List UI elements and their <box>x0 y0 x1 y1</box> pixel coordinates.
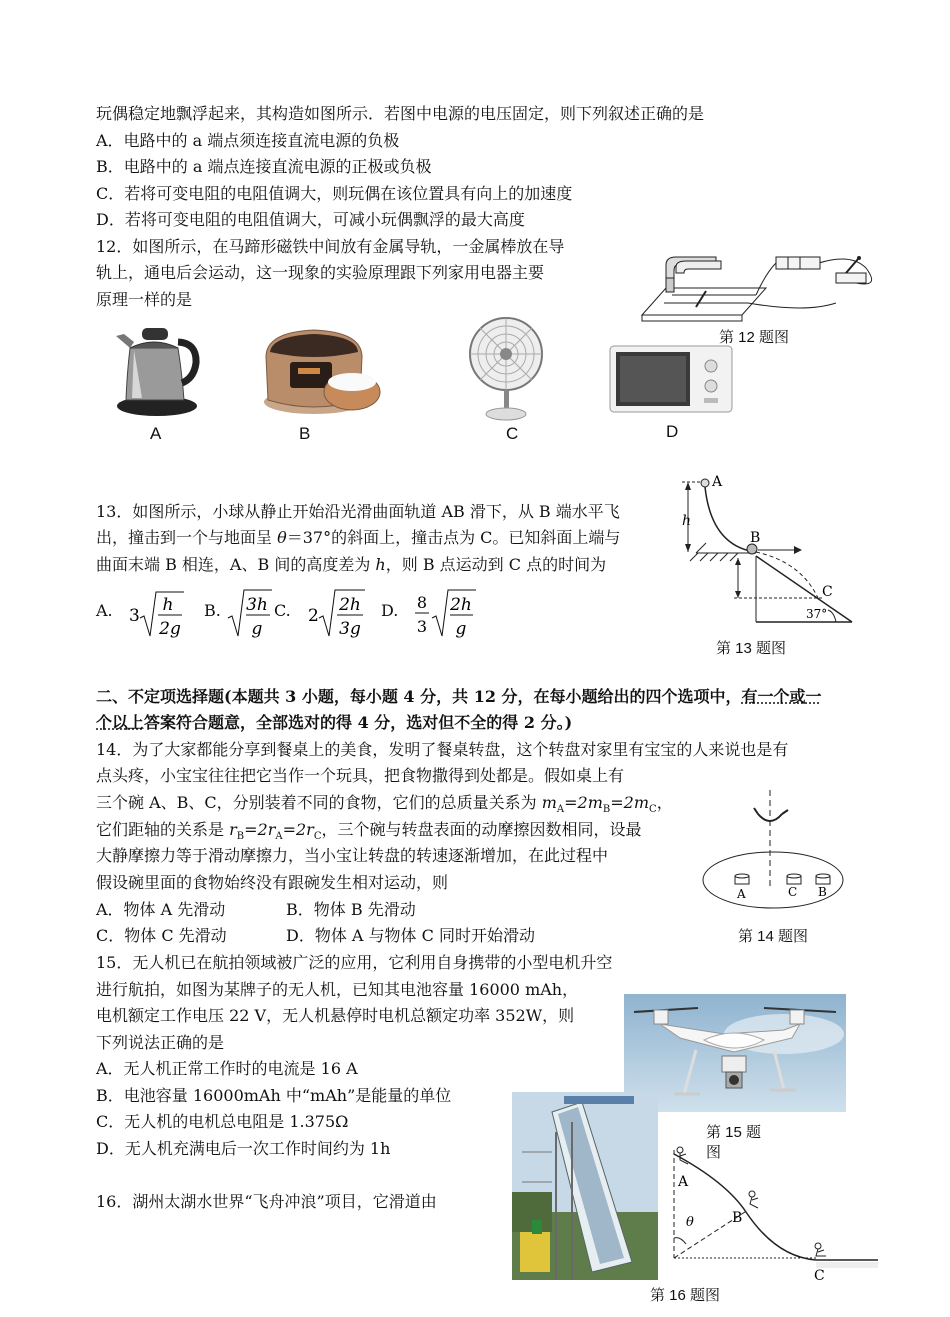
q14-option-a: A．物体 A 先滑动 <box>96 900 226 919</box>
r-symbol: r <box>229 820 237 839</box>
label-c: C <box>814 1268 825 1284</box>
label-a: A <box>737 887 746 901</box>
kettle-image <box>112 318 202 418</box>
q13-line3-part: ，则 B 点运动到 C 点的时间为 <box>385 555 607 574</box>
q15-stem-line1: 15．无人机已在航拍领域被广泛的应用，它利用自身携带的小型电机升空 <box>96 953 613 972</box>
q14-stem-line6: 假设碗里面的食物始终没有跟碗发生相对运动，则 <box>96 873 449 892</box>
q13-stem-line3 <box>96 555 606 575</box>
appliance-label-d: D <box>666 422 679 441</box>
q13-option-a-formula <box>126 588 188 640</box>
section2-text: 二、不定项选择题(本题共 3 小题，每小题 4 分，共 12 分，在每小题给出的四个选项中， <box>96 687 742 706</box>
q14-text: ， <box>656 793 673 812</box>
den: 2g <box>159 619 181 639</box>
microwave-image <box>608 344 734 414</box>
water-slide-photo <box>512 1092 658 1280</box>
q13-incline-figure <box>676 472 856 632</box>
q14-caption: 第 14 题图 <box>738 928 809 945</box>
frac-num: 8 <box>416 593 428 612</box>
section2-line2 <box>96 713 572 733</box>
q14-stem-line1: 14．为了大家都能分享到餐桌上的美食，发明了餐桌转盘，这个转盘对家里有宝宝的人来说也是有 <box>96 740 789 759</box>
q14-turntable-figure <box>698 782 848 912</box>
q12-circuit-figure <box>636 243 886 323</box>
rice-cooker-image <box>262 322 382 417</box>
q12-caption: 第 12 题图 <box>719 329 790 346</box>
q14-text: ，三个碗与转盘表面的动摩擦因数相同，设最 <box>321 820 642 839</box>
q14-option-b: B．物体 B 先滑动 <box>286 900 416 919</box>
h-symbol: h <box>375 555 386 574</box>
q16-stem-line1: 16．湖州太湖水世界“飞舟冲浪”项目，它滑道由 <box>96 1192 437 1211</box>
q14-stem-line2: 点头疼，小宝宝往往把它当作一个玩具，把食物撒得到处都是。假如桌上有 <box>96 766 625 785</box>
den: g <box>251 619 263 639</box>
label-b: B <box>750 530 761 546</box>
q13-option-b-label: B. <box>204 601 221 620</box>
q15-option-a: A．无人机正常工作时的电流是 16 A <box>96 1059 358 1078</box>
theta-symbol: θ <box>277 528 287 547</box>
electric-fan-image <box>466 314 548 422</box>
q13-line2-part: ＝37°的斜面上，撞击点为 C。已知斜面上端与 <box>286 528 621 547</box>
q13-option-d-formula <box>410 586 478 640</box>
q13-stem-line1: 13．如图所示，小球从静止开始沿光滑曲面轨道 AB 滑下，从 B 端水平飞 <box>96 502 620 521</box>
q14-eq: =2m <box>610 793 650 812</box>
q16-slide-diagram <box>666 1142 880 1284</box>
q15-option-b: B．电池容量 16000mAh 中“mAh”是能量的单位 <box>96 1086 452 1105</box>
q14-stem-line5: 大静摩擦力等于滑动摩擦力，当小宝让转盘的转速逐渐增加，在此过程中 <box>96 846 609 865</box>
label-a: A <box>678 1174 689 1190</box>
label-b: B <box>732 1210 743 1226</box>
q15-stem-line4: 下列说法正确的是 <box>96 1033 225 1052</box>
label-b: B <box>818 885 827 899</box>
q14-eq: =2r <box>282 820 314 839</box>
angle-label: 37° <box>806 607 828 621</box>
q12-stem-line1: 12．如图所示，在马蹄形磁铁中间放有金属导轨，一金属棒放在导 <box>96 237 565 256</box>
num: h <box>162 595 174 615</box>
subscript: A <box>556 804 565 816</box>
q14-stem-line3 <box>96 793 673 820</box>
q13-option-b-formula <box>226 586 274 640</box>
subscript: B <box>602 804 611 816</box>
q11-option-c: C．若将可变电阻的电阻值调大，则玩偶在该位置具有向上的加速度 <box>96 184 573 203</box>
coef: 2 <box>308 606 319 626</box>
q15-caption-line2: 图 <box>706 1144 722 1161</box>
subscript: B <box>236 831 245 843</box>
q13-option-c-formula <box>305 586 367 640</box>
den: g <box>455 619 467 639</box>
q15-option-d: D．无人机充满电后一次工作时间约为 1h <box>96 1139 391 1158</box>
h-label: h <box>682 513 692 529</box>
label-c: C <box>788 885 798 899</box>
frac-den: 3 <box>416 617 428 636</box>
q11-option-a: A．电路中的 a 端点须连接直流电源的负极 <box>96 131 400 150</box>
q13-line2-part: 出，撞击到一个与地面呈 <box>96 528 278 547</box>
q13-option-c-label: C. <box>274 601 291 620</box>
section2-emphasis: 有一个或一 <box>741 687 822 706</box>
q13-stem-line2 <box>96 528 620 548</box>
q12-stem-line3: 原理一样的是 <box>96 290 193 309</box>
q16-caption: 第 16 题图 <box>650 1287 721 1304</box>
theta-label: θ <box>686 1215 694 1230</box>
label-c: C <box>822 584 833 600</box>
appliance-label-a: A <box>150 424 162 443</box>
q14-stem-line4 <box>96 820 641 847</box>
q11-option-b: B．电路中的 a 端点连接直流电源的正极或负极 <box>96 157 432 176</box>
num: 2h <box>339 595 361 615</box>
coef: 3 <box>129 606 140 626</box>
appliance-label-b: B <box>299 424 311 443</box>
subscript: C <box>649 804 657 816</box>
q14-eq: =2r <box>244 820 276 839</box>
q13-option-d-label: D. <box>381 601 399 620</box>
section2-emphasis: 个以上 <box>96 713 145 732</box>
q13-caption: 第 13 题图 <box>716 640 787 657</box>
den: 3g <box>339 619 361 639</box>
label-a: A <box>712 474 723 490</box>
q13-line3-part: 曲面末端 B 相连，A、B 间的高度差为 <box>96 555 376 574</box>
q11-stem-tail: 玩偶稳定地飘浮起来，其构造如图所示．若图中电源的电压固定，则下列叙述正确的是 <box>96 104 705 123</box>
q14-eq: =2m <box>564 793 603 812</box>
q14-text: 三个碗 A、B、C，分别装着不同的食物，它们的总质量关系为 <box>96 793 542 812</box>
section2-text: 答案符合题意，全部选对的得 4 分，选对但不全的得 2 分。) <box>144 713 573 732</box>
q15-caption-line1: 第 15 题 <box>706 1124 762 1141</box>
num: 2h <box>450 595 472 615</box>
q14-option-d: D．物体 A 与物体 C 同时开始滑动 <box>286 926 535 945</box>
q11-option-d: D．若将可变电阻的电阻值调大，可减小玩偶飘浮的最大高度 <box>96 210 525 229</box>
q14-text: 它们距轴的关系是 <box>96 820 230 839</box>
q15-option-c: C．无人机的电机总电阻是 1.375Ω <box>96 1112 349 1131</box>
num: 3h <box>246 595 268 615</box>
q15-stem-line2: 进行航拍，如图为某牌子的无人机，已知其电池容量 16000 mAh， <box>96 980 579 999</box>
q14-option-c: C．物体 C 先滑动 <box>96 926 227 945</box>
subscript: A <box>275 831 283 843</box>
section2-line1 <box>96 687 822 707</box>
m-symbol: m <box>541 793 557 812</box>
subscript: C <box>313 831 322 843</box>
q15-stem-line3: 电机额定工作电压 22 V，无人机悬停时电机总额定功率 352W，则 <box>96 1006 575 1025</box>
q12-stem-line2: 轨上，通电后会运动，这一现象的实验原理跟下列家用电器主要 <box>96 263 545 282</box>
appliance-label-c: C <box>506 424 519 443</box>
q13-option-a-label: A. <box>96 601 113 620</box>
